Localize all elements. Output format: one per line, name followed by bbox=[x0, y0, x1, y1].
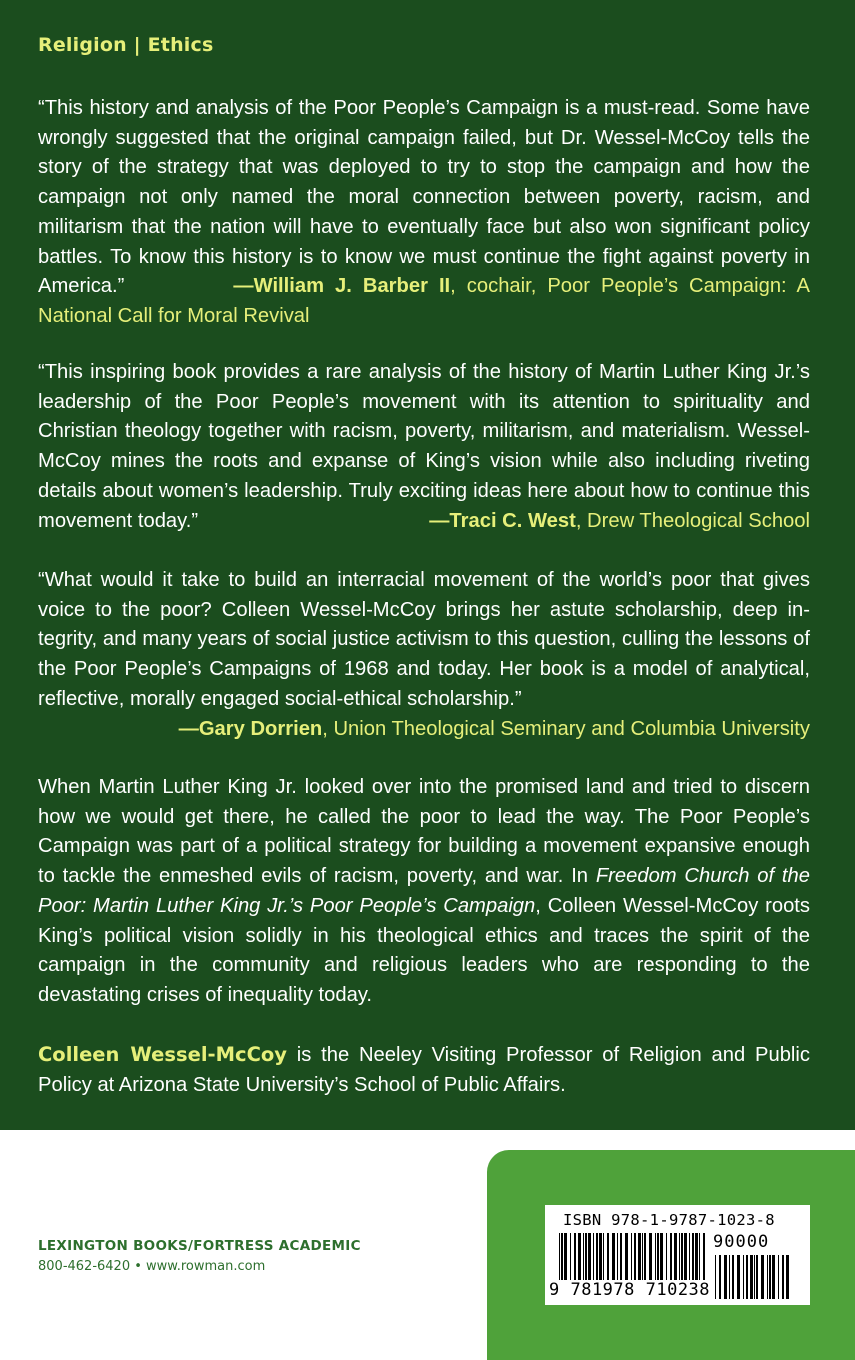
barcode-bar bbox=[746, 1255, 748, 1299]
barcode-bar bbox=[754, 1255, 755, 1299]
barcode-bar bbox=[782, 1255, 784, 1299]
endorsement-quote: “This history and analysis of the Poor People’s Campaign is a must-read. Some have wrongly suggested that the original campaign failed, but Dr. Wessel-McCoy tells the story of the strategy that was deployed to try to stop the campaign and how the campaign not only named the moral connection between poverty, racism, and militarism that the nation will have to eventually face but also won significant policy battles. To know this history is to know we must continue the fight against poverty in America.” bbox=[38, 97, 810, 298]
endorsement-quote: “What would it take to build an interracial movement of the world’s poor that gives voice to the poor? Colleen Wessel-McCoy brings her astute scholarship, deep integrity, and many years of social justice activism to this question, culling the lessons of the Poor People’s Campaigns of 1968 and today. Her book is a model of analytical, reflective, morally engaged social-ethical scholarship.” bbox=[38, 569, 810, 710]
author-bio bbox=[38, 1040, 810, 1100]
endorsement-attribution bbox=[429, 507, 810, 537]
endorsement-barber bbox=[38, 94, 810, 332]
publisher-contact: 800-462-6420 • www.rowman.com bbox=[38, 1259, 266, 1274]
barcode-bar bbox=[729, 1255, 730, 1299]
barcode-bar bbox=[724, 1255, 727, 1299]
barcode-bar bbox=[761, 1255, 764, 1299]
barcode-label bbox=[545, 1205, 810, 1305]
endorser-name: —Traci C. West bbox=[429, 509, 576, 532]
book-description bbox=[38, 773, 810, 1011]
barcode-bar bbox=[778, 1255, 779, 1299]
isbn-number: ISBN 978-1-9787-1023-8 bbox=[563, 1211, 775, 1229]
barcode-bar bbox=[786, 1255, 789, 1299]
barcode-bar bbox=[750, 1255, 753, 1299]
book-title: Freedom Church of the Poor: Martin Luther King Jr.’s Poor People’s Campaign bbox=[38, 865, 810, 917]
author-name: Colleen Wessel-McCoy bbox=[38, 1043, 287, 1066]
endorsement-attribution bbox=[38, 275, 810, 327]
endorsement-attribution bbox=[38, 715, 810, 745]
endorser-affiliation: , cochair, Poor People’s Campaign: A National Call for Moral Revival bbox=[38, 275, 811, 327]
author-bio-text: is the Neeley Visiting Professor of Religion and Public Policy at Arizona State University’s School of Public Affairs. bbox=[38, 1044, 810, 1096]
endorser-affiliation: , Drew Theological School bbox=[575, 509, 810, 532]
barcode-bar bbox=[743, 1255, 744, 1299]
publisher-name: LEXINGTON BOOKS/FORTRESS ACADEMIC bbox=[38, 1238, 361, 1254]
publisher-block bbox=[38, 1238, 361, 1274]
endorsement-quote: “This inspiring book provides a rare analysis of the history of Martin Luther King Jr.’s leadership of the Poor People’s movement with its attention to spirituality and Christian theology together with racism, poverty, militarism, and materialism. Wessel-McCoy mines the roots and expanse of King’s vision while also including riveting details about women’s leadership. Truly exciting ideas here about how to continue this movement today.” bbox=[38, 361, 810, 532]
barcode-bar bbox=[772, 1255, 775, 1299]
endorser-name: —William J. Barber II bbox=[233, 275, 451, 298]
barcode-bar bbox=[719, 1255, 721, 1299]
price-code: 90000 bbox=[713, 1232, 770, 1252]
description-text: , Colleen Wessel-McCoy roots King’s political vision solidly in his theological ethics and traces the spirit of the campaign in the community and religious leaders who are responding to the devastating crises of inequality today. bbox=[38, 894, 811, 1006]
description-text: When Martin Luther King Jr. looked over into the promised land and tried to discern how we would get there, he called the poor to lead the way. The Poor People’s Campaign was part of a political strategy for building a movement expansive enough to tackle the enmeshed evils of racism, poverty, and war. In bbox=[38, 776, 810, 888]
barcode-bar bbox=[756, 1255, 758, 1299]
price-addon-barcode bbox=[715, 1255, 793, 1299]
category-label: Religion | Ethics bbox=[38, 34, 214, 56]
barcode-bar bbox=[767, 1255, 768, 1299]
endorser-name: —Gary Dorrien bbox=[178, 717, 323, 740]
barcode-digits: 9 781978 710238 bbox=[549, 1280, 711, 1300]
barcode-bar bbox=[769, 1255, 771, 1299]
barcode-bar bbox=[715, 1255, 716, 1299]
endorser-affiliation: , Union Theological Seminary and Columbia University bbox=[322, 717, 810, 740]
barcode-bar bbox=[737, 1255, 740, 1299]
endorsement-west bbox=[38, 358, 810, 536]
endorsement-dorrien bbox=[38, 566, 810, 744]
barcode-bar bbox=[732, 1255, 734, 1299]
